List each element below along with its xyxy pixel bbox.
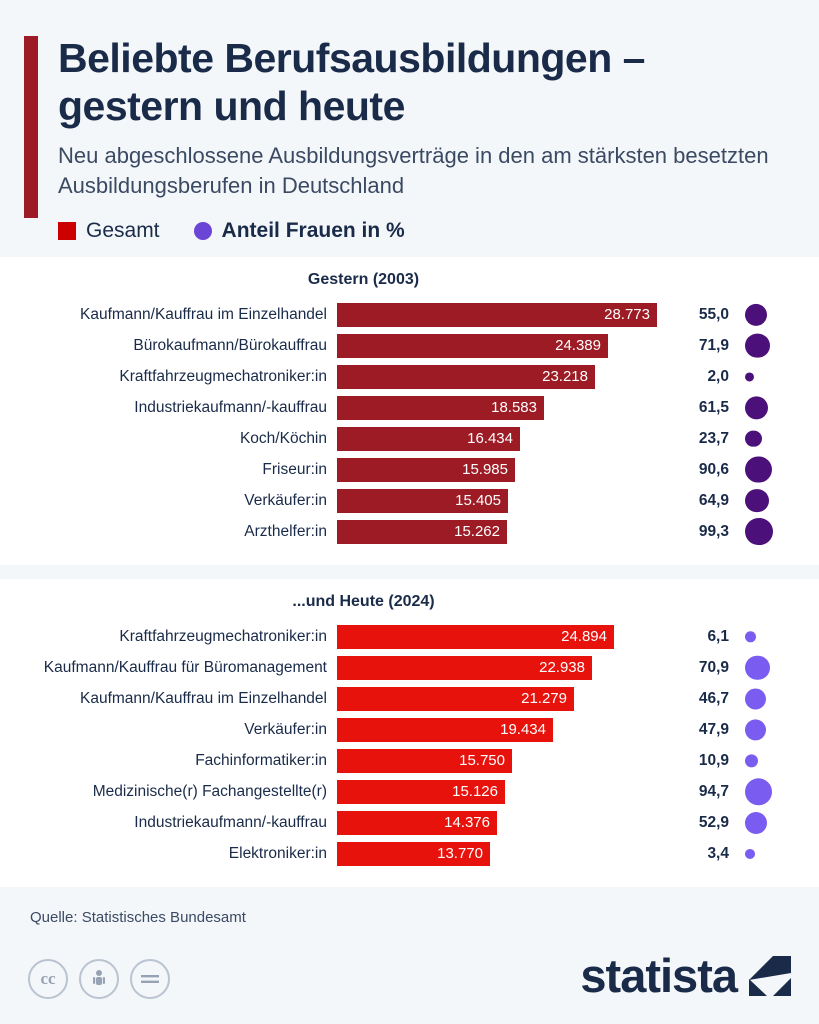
legend-item-women xyxy=(194,219,405,243)
bar-track xyxy=(337,838,677,869)
bar xyxy=(337,687,574,711)
chart-row xyxy=(0,714,819,745)
bar xyxy=(337,303,657,327)
bar-value-label: 28.773 xyxy=(604,306,650,323)
footer xyxy=(0,887,819,1024)
bar-track xyxy=(337,299,677,330)
row-label: Bürokaufmann/Bürokauffrau xyxy=(133,336,327,354)
chart-panel-2003 xyxy=(0,257,819,565)
women-share-bubble-cell xyxy=(737,485,793,516)
row-label: Kraftfahrzeugmechatroniker:in xyxy=(119,367,327,385)
bar-track xyxy=(337,330,677,361)
chart-row xyxy=(0,330,819,361)
row-label: Fachinformatiker:in xyxy=(195,751,327,769)
bar-track xyxy=(337,423,677,454)
bar-value-label: 24.894 xyxy=(561,628,607,645)
bar-track xyxy=(337,776,677,807)
chart-row xyxy=(0,485,819,516)
women-share-value: 10,9 xyxy=(698,751,729,769)
bar xyxy=(337,396,544,420)
women-share-bubble-cell xyxy=(737,454,793,485)
bar xyxy=(337,458,515,482)
women-share-bubble xyxy=(745,719,766,740)
women-share-bubble xyxy=(745,396,768,419)
chart-row xyxy=(0,621,819,652)
bar xyxy=(337,749,512,773)
row-label: Friseur:in xyxy=(262,460,327,478)
square-swatch-icon xyxy=(58,222,76,240)
women-share-value: 64,9 xyxy=(698,491,729,509)
row-label: Industriekaufmann/-kauffrau xyxy=(134,398,327,416)
chart-row xyxy=(0,652,819,683)
cc-by-icon xyxy=(79,959,119,999)
row-label: Arzthelfer:in xyxy=(244,522,327,540)
cc-nd-icon xyxy=(130,959,170,999)
women-share-value: 99,3 xyxy=(698,522,729,540)
bar xyxy=(337,520,507,544)
women-share-bubble-cell xyxy=(737,423,793,454)
legend-item-total xyxy=(58,219,160,243)
women-share-bubble xyxy=(745,518,773,546)
women-share-value: 52,9 xyxy=(698,813,729,831)
bar-value-label: 23.218 xyxy=(542,368,588,385)
women-share-value: 61,5 xyxy=(698,398,729,416)
bar-track xyxy=(337,652,677,683)
women-share-value: 55,0 xyxy=(698,305,729,323)
creative-commons-icons xyxy=(28,959,170,999)
bar-value-label: 21.279 xyxy=(521,690,567,707)
bar-value-label: 15.126 xyxy=(452,783,498,800)
women-share-bubble xyxy=(745,303,767,325)
bar xyxy=(337,489,508,513)
chart-rows-2024 xyxy=(0,621,819,869)
row-label: Kaufmann/Kauffrau im Einzelhandel xyxy=(79,689,327,707)
women-share-value: 71,9 xyxy=(698,336,729,354)
chart-row xyxy=(0,299,819,330)
statista-logo xyxy=(580,949,791,1002)
chart-row xyxy=(0,745,819,776)
cc-icon: cc xyxy=(28,959,68,999)
legend-label-women: Anteil Frauen in % xyxy=(221,219,405,242)
women-share-bubble xyxy=(745,688,766,709)
chart-row xyxy=(0,454,819,485)
row-label: Kaufmann/Kauffrau im Einzelhandel xyxy=(79,305,327,323)
chart-row xyxy=(0,423,819,454)
chart-rows-2003 xyxy=(0,299,819,547)
bar xyxy=(337,334,608,358)
source-note: Quelle: Statistisches Bundesamt xyxy=(30,909,246,926)
chart-row xyxy=(0,838,819,869)
women-share-value: 3,4 xyxy=(707,844,729,862)
women-share-value: 23,7 xyxy=(698,429,729,447)
legend xyxy=(28,219,791,243)
chart-panel-2024 xyxy=(0,579,819,887)
chart-title-2024: ...und Heute (2024) xyxy=(292,593,435,610)
row-label: Industriekaufmann/-kauffrau xyxy=(134,813,327,831)
row-label: Verkäufer:in xyxy=(244,491,327,509)
row-label: Koch/Köchin xyxy=(239,429,327,447)
women-share-value: 47,9 xyxy=(698,720,729,738)
bar xyxy=(337,656,592,680)
chart-row xyxy=(0,516,819,547)
bar-track xyxy=(337,392,677,423)
women-share-bubble-cell xyxy=(737,621,793,652)
page-title: Beliebte Berufsausbildungen – gestern und heute xyxy=(58,35,645,129)
row-label: Verkäufer:in xyxy=(244,720,327,738)
bar xyxy=(337,780,505,804)
bar xyxy=(337,365,595,389)
women-share-bubble xyxy=(745,372,754,381)
women-share-value: 90,6 xyxy=(698,460,729,478)
chart-row xyxy=(0,683,819,714)
women-share-bubble xyxy=(745,489,769,513)
women-share-bubble-cell xyxy=(737,745,793,776)
bar-track xyxy=(337,516,677,547)
page-subtitle: Neu abgeschlossene Ausbildungsverträge in den am stärksten besetzten Ausbildungsberufen in Deutschland xyxy=(58,143,769,198)
women-share-value: 46,7 xyxy=(698,689,729,707)
bar-track xyxy=(337,714,677,745)
bar-track xyxy=(337,745,677,776)
women-share-bubble xyxy=(745,430,762,447)
women-share-bubble-cell xyxy=(737,683,793,714)
women-share-bubble-cell xyxy=(737,330,793,361)
bar-track xyxy=(337,807,677,838)
bar-track xyxy=(337,361,677,392)
bar xyxy=(337,427,520,451)
bar xyxy=(337,625,614,649)
women-share-bubble xyxy=(745,778,772,805)
women-share-bubble-cell xyxy=(737,392,793,423)
statista-wordmark: statista xyxy=(580,949,737,1002)
bar-value-label: 22.938 xyxy=(539,659,585,676)
circle-swatch-icon xyxy=(194,222,212,240)
row-label: Elektroniker:in xyxy=(228,844,327,862)
panel-divider xyxy=(0,565,819,579)
bar-value-label: 15.750 xyxy=(459,752,505,769)
bar-track xyxy=(337,621,677,652)
women-share-bubble-cell xyxy=(737,361,793,392)
bar-value-label: 16.434 xyxy=(467,430,513,447)
row-label: Kaufmann/Kauffrau für Büromanagement xyxy=(43,658,327,676)
chart-title-2003: Gestern (2003) xyxy=(307,271,420,288)
bar-value-label: 15.262 xyxy=(454,523,500,540)
women-share-bubble-cell xyxy=(737,652,793,683)
women-share-bubble-cell xyxy=(737,807,793,838)
bar xyxy=(337,718,553,742)
bar-value-label: 14.376 xyxy=(444,814,490,831)
bar xyxy=(337,811,497,835)
bar-value-label: 24.389 xyxy=(555,337,601,354)
women-share-value: 94,7 xyxy=(698,782,729,800)
women-share-bubble-cell xyxy=(737,714,793,745)
women-share-bubble-cell xyxy=(737,516,793,547)
women-share-bubble xyxy=(745,848,755,858)
women-share-bubble-cell xyxy=(737,838,793,869)
bar-value-label: 15.405 xyxy=(455,492,501,509)
women-share-value: 6,1 xyxy=(707,627,729,645)
women-share-bubble-cell xyxy=(737,776,793,807)
bar-value-label: 18.583 xyxy=(491,399,537,416)
bar-track xyxy=(337,485,677,516)
row-label: Kraftfahrzeugmechatroniker:in xyxy=(119,627,327,645)
chart-row xyxy=(0,392,819,423)
women-share-bubble xyxy=(745,456,772,483)
women-share-bubble xyxy=(745,333,770,358)
bar-value-label: 15.985 xyxy=(462,461,508,478)
row-label: Medizinische(r) Fachangestellte(r) xyxy=(92,782,327,800)
bar-value-label: 19.434 xyxy=(500,721,546,738)
chart-row xyxy=(0,361,819,392)
women-share-bubble-cell xyxy=(737,299,793,330)
header xyxy=(0,0,819,257)
bar-track xyxy=(337,683,677,714)
women-share-bubble xyxy=(745,754,758,767)
bar-track xyxy=(337,454,677,485)
women-share-bubble xyxy=(745,812,767,834)
statista-mark-icon xyxy=(747,954,791,998)
legend-label-total: Gesamt xyxy=(86,219,160,242)
bar xyxy=(337,842,490,866)
accent-bar xyxy=(24,36,38,218)
bar-value-label: 13.770 xyxy=(437,845,483,862)
women-share-value: 70,9 xyxy=(698,658,729,676)
women-share-bubble xyxy=(745,655,770,680)
women-share-value: 2,0 xyxy=(707,367,729,385)
chart-row xyxy=(0,776,819,807)
women-share-bubble xyxy=(745,631,756,642)
chart-row xyxy=(0,807,819,838)
